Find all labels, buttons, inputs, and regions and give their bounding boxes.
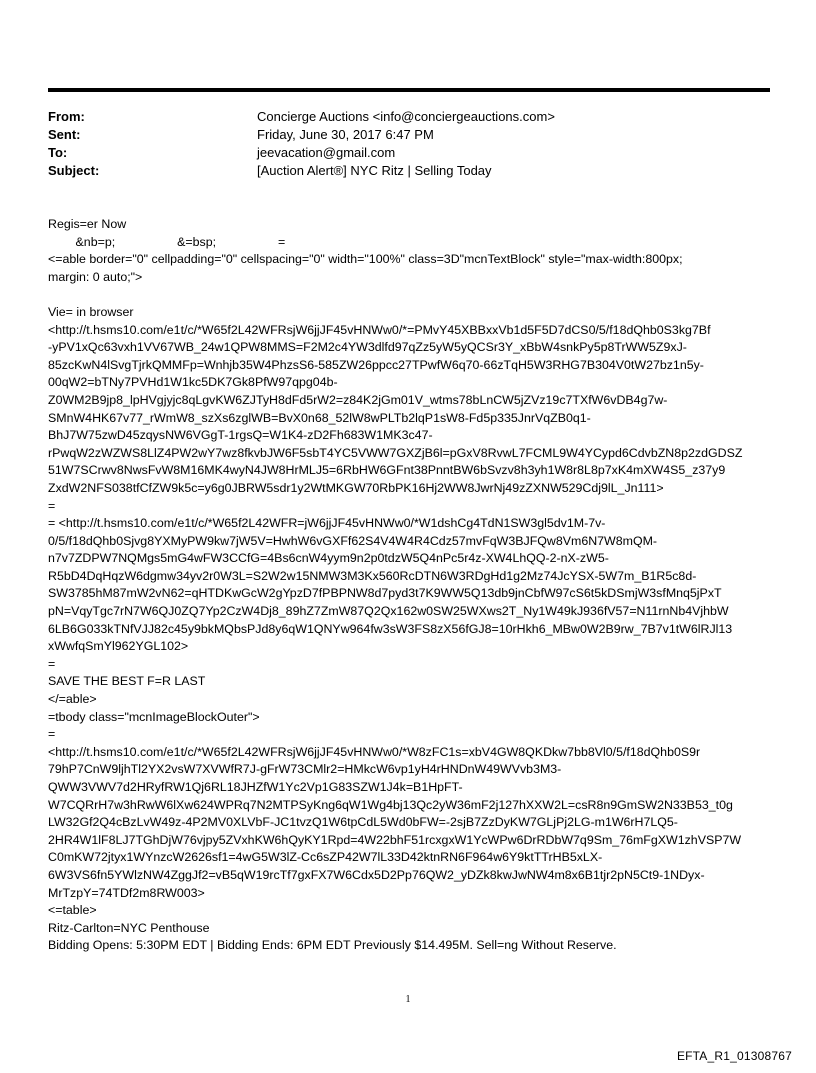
sent-value: Friday, June 30, 2017 6:47 PM [257, 127, 434, 142]
property-name: Ritz-Carlton=NYC Penthouse [48, 920, 210, 935]
body-line: <=table> [48, 903, 97, 918]
document-id: EFTA_R1_01308767 [676, 1049, 792, 1063]
subject-label: Subject: [48, 163, 100, 178]
body-line: </=able> [48, 692, 97, 707]
tracking-url-line: 6LB6G033kTNfVJJ82c45y9bkMQbsPJd8y6qW1QNYw964fw3sW3FS8zX56fGJ8=10rHkh6_MBw0W2B9rw_7B7v1tW6lRJl13 [48, 621, 733, 636]
tracking-url-line: 79hP7CnW9ljhTl2YX2vsW7XVWfR7J-gFrW73CMlr2=HMkcW6vp1yH4rHNDnW49WVvb3M3- [48, 762, 562, 777]
tracking-url-line: 2HR4W1lF8LJ7TGhDjW76vjpy5ZVxhKW6hQyKY1Rpd=4W22bhF51rcxgxW1YcWPw6DrRDbW7q9Sm_76mFgXW1zhVSP7W [48, 832, 742, 847]
tracking-url-line: 00qW2=bTNy7PVHd1W1kc5DK7Gk8PfW97qpg04b- [48, 375, 338, 390]
from-label: From: [48, 109, 85, 124]
tracking-url-line: xWwfqSmYl962YGL102> [48, 639, 189, 654]
tracking-url-line: ZxdW2NFS038tfCfZW9k5c=y6g0JBRW5sdr1y2WtMKGW70RbPK16Hj2WW8JwrNj49zZXNW529Cdj9lL_Jn111> [48, 480, 664, 495]
email-header [48, 108, 770, 180]
view-in-browser-text: Vie= in browser [48, 304, 134, 319]
body-line: = [48, 656, 56, 671]
tracking-url-line: 6W3VS6fn5YWlzNW4ZggJf2=vB5qW19rcTf7gxFX7W6Cdx5D2Pp76QW2_yDZk8kwJwNW4m8x6B1tjr2pN5Ct9-1NDyx- [48, 867, 705, 882]
subject-value: [Auction Alert®] NYC Ritz | Selling Today [257, 163, 492, 178]
to-row [48, 144, 770, 162]
tracking-url-line: BhJ7W75zwD45zqysNW6VGgT-1rgsQ=W1K4-zD2Fh683W1MK3c47- [48, 428, 433, 443]
from-value: Concierge Auctions <info@conciergeauctions.com> [257, 109, 555, 124]
body-line: <=able border="0" cellpadding="0" cellspacing="0" width="100%" class=3D"mcnTextBlock" style="max-width:800px; [48, 252, 683, 267]
headline-text: SAVE THE BEST F=R LAST [48, 674, 206, 689]
tracking-url-line: 85zcKwN4lSvgTjrkQMMFp=Wnhjb35W4PhzsS6-585ZW26ppcc27TPwfW6q70-66zTqH5W3RHG7B304V0tW27bz1n5y- [48, 357, 704, 372]
register-link-text: Regis=er Now [48, 217, 127, 231]
tracking-url-line: SMnW4HK67v77_rWmW8_szXs6zglWB=BvX0n68_52lW8wPLTb2lqP1sW8-Fd5p335JnrVqZB0q1- [48, 410, 591, 425]
tracking-url-line: = <http://t.hsms10.com/e1t/c/*W65f2L42WFR=jW6jjJF45vHNWw0/*W1dshCg4TdN1SW3gl5dv1M-7v- [48, 516, 606, 531]
tracking-url-line: <http://t.hsms10.com/e1t/c/*W65f2L42WFRsjW6jjJF45vHNWw0/*=PMvY45XBBxxVb1d5F5D7dCS0/5/f18dQhb0S3kg7Bf [48, 322, 711, 337]
to-label: To: [48, 145, 68, 160]
tracking-url-line: MrTzpY=74TDf2m8RW003> [48, 885, 205, 900]
tracking-url-line: 51W7SCrwv8NwsFvW8M16MK4wyN4JW8HrMLJ5=6RbHW6GFnt38PnntBW6bSvzv8h3yh1W8r8L8p7xK4mXW4S5_z37y9 [48, 463, 726, 478]
subject-row [48, 162, 770, 180]
page-number: 1 [405, 994, 411, 1005]
body-line: &nb=p; &=bsp; = [48, 234, 286, 249]
tracking-url-line: n7v7ZDPW7NQMgs5mG4wFW3CCfG=4Bs6cnW4yym9n2p0tdzW5Q4nPc5r4z-XW4LhQQ-2-nX-zW5- [48, 551, 609, 566]
header-rule [48, 88, 770, 92]
blank-line [48, 286, 774, 304]
to-value: jeevacation@gmail.com [257, 145, 396, 160]
tracking-url-line: -yPV1xQc63vxh1VV67WB_24w1QPW8MMS=F2M2c4YW3dlfd97qZz5yW5yQCSr3Y_xBbW4snkPy5p8TrWW5Z9xJ- [48, 340, 687, 355]
tracking-url-line: rPwqW2zWZWS8LlZ4PW2wY7wz8fkvbJW6F5sbT4YC5VWW7GXZjB6l=pGxV8RvwL7FCML9W4YCypd6CdvbZN8p2zdGDSZ [48, 445, 743, 460]
tracking-url-line: 0/5/f18dQhb0Sjvg8YXMyPW9kw7jW5V=HwhW6vGXFf62S4V4W4R4Cdz57mvFqW3BJFQw8Vm6N7W8mQM- [48, 533, 658, 548]
tracking-url-line: LW32Gf2Q4cBzLvW49z-4P2MV0XLVbF-JC1tvzQ1W6tpCdL5Wd0bFW=-2sjB7ZzDyKW7GLjPj2LG-m1W6rH7LQ5- [48, 815, 678, 830]
tracking-url-line: <http://t.hsms10.com/e1t/c/*W65f2L42WFRsjW6jjJF45vHNWw0/*W8zFC1s=xbV4GW8QKDkw7bb8Vl0/5/f18dQhb0S9r [48, 744, 701, 759]
tracking-url-line: QWW3VWV7d2HRyfRW1Qj6RL18JHZfW1Yc2Vp1G83SZW1J4k=B1HpFT- [48, 780, 463, 794]
body-line: margin: 0 auto;"> [48, 269, 143, 284]
body-line: = [48, 498, 56, 513]
body-line: = [48, 727, 56, 742]
tracking-url-line: R5bD4DqHqzW6dgmw34yv2r0W3L=S2W2w15NMW3M3Kx560RcDTN6W3RDgHd1g2Mz74JcYSX-5W7m_B1R5c8d- [48, 568, 697, 583]
bidding-details: Bidding Opens: 5:30PM EDT | Bidding Ends: 6PM EDT Previously $14.495M. Sell=ng Without Reserve. [48, 938, 617, 953]
email-body [48, 216, 774, 955]
from-row [48, 108, 770, 126]
sent-row [48, 126, 770, 144]
tracking-url-line: C0mKW72jtyx1WYnzcW2626sf1=4wG5W3lZ-Cc6sZP42W7lL33D42ktnRN6F964w6Y9ktTTrHB5xLX- [48, 850, 603, 865]
tracking-url-line: Z0WM2B9jp8_lpHVgjyjc8qLgvKW6ZJTyH8dFd5rW2=z84K2jGm01V_wtms78bLnCW5jZVz19c7TXfW6vDB4g7w- [48, 392, 668, 407]
tracking-url-line: pN=VqyTgc7rN7W6QJ0ZQ7Yp2CzW4Dj8_89hZ7ZmW87Q2Qx162w0SW25WXws2T_Ny1W49kJ936fV57=N11rnNb4VjhbW [48, 604, 729, 619]
tracking-url-line: W7CQRrH7w3hRwW6lXw624WPRq7N2MTPSyKng6qW1Wg4bj13Qc2yW36mF2j127hXXW2L=csR8n9GmSW2N33B53_t0g [48, 797, 733, 812]
tracking-url-line: SW3785hM87mW2vN62=qHTDKwGcW2gYpzD7fPBPNW8d7pyd3t7K9WW5Q13db9jnCbfW97cS6t5kDSmjW3sfMnq5jPxT [48, 586, 722, 601]
body-line: =tbody class="mcnImageBlockOuter"> [48, 709, 260, 724]
sent-label: Sent: [48, 127, 81, 142]
